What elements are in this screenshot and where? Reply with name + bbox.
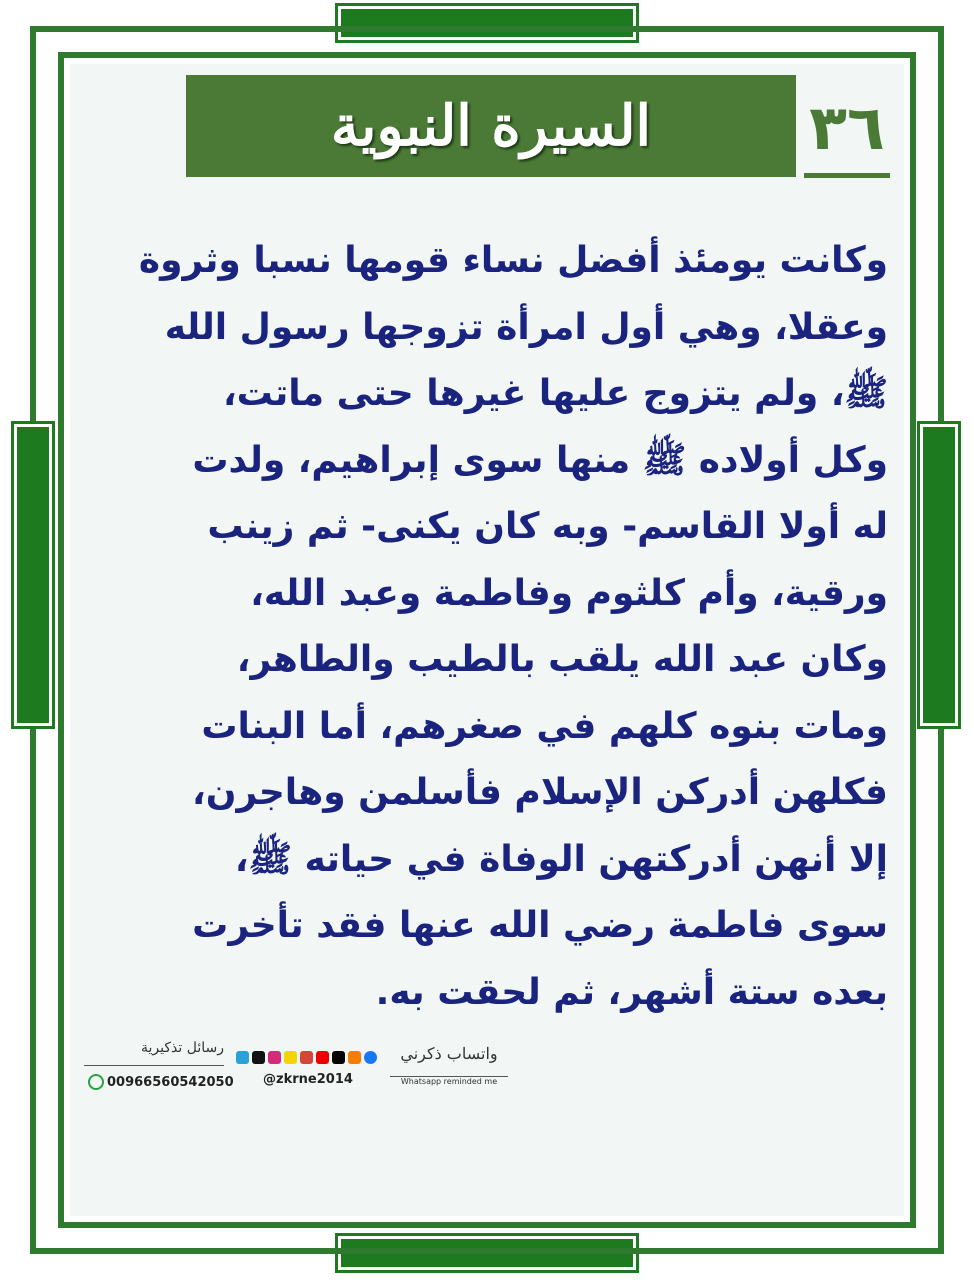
text-line: إلا أنهن أدركتهن الوفاة في حياته ﷺ، (234, 838, 888, 880)
body-text (92, 228, 888, 1026)
frame-tab-left (14, 424, 52, 726)
text-line: ومات بنوه كلهم في صغرهم، أما البنات (201, 705, 888, 747)
title-banner (186, 75, 796, 177)
instagram-icon[interactable] (268, 1051, 281, 1064)
text-line: له أولا القاسم- وبه كان يكنى- ثم زينب (207, 506, 888, 547)
episode-number (804, 82, 890, 178)
text-line: وكان عبد الله يلقب بالطيب والطاهر، (236, 639, 888, 680)
facebook-icon[interactable] (364, 1051, 377, 1064)
text-line: فكلهن أدركن الإسلام فأسلمن وهاجرن، (192, 772, 888, 813)
text-line: بعده ستة أشهر، ثم لحقت به. (375, 971, 888, 1013)
social-icons (226, 1050, 386, 1064)
text-line: وكل أولاده ﷺ منها سوى إبراهيم، ولدت (192, 439, 888, 481)
text-line: سوى فاطمة رضي الله عنها فقد تأخرت (192, 905, 888, 946)
snapchat-icon[interactable] (284, 1051, 297, 1064)
footer (84, 1040, 514, 1100)
email-icon[interactable] (300, 1051, 313, 1064)
telegram-icon[interactable] (236, 1051, 249, 1064)
brand-logo-left: رسائل تذكيرية (84, 1040, 224, 1066)
brand-tagline: Whatsapp reminded me (390, 1076, 508, 1090)
episode-number-text: ٣٦ (809, 91, 885, 164)
threads-icon[interactable] (252, 1051, 265, 1064)
blogger-icon[interactable] (348, 1051, 361, 1064)
social-handle[interactable]: @zkrne2014 (263, 1072, 353, 1087)
text-line: وكانت يومئذ أفضل نساء قومها نسبا وثروة (138, 240, 888, 281)
page-title: السيرة النبوية (330, 93, 652, 159)
contact-phone[interactable] (88, 1072, 234, 1092)
text-line: ﷺ، ولم يتزوج عليها غيرها حتى ماتت، (222, 373, 888, 414)
youtube-icon[interactable] (316, 1051, 329, 1064)
phone-number: 00966560542050 (107, 1074, 234, 1090)
x-icon[interactable] (332, 1051, 345, 1064)
brand-logo-right: واتساب ذكرني (400, 1044, 498, 1063)
whatsapp-icon (88, 1074, 104, 1090)
frame-tab-right (920, 424, 958, 726)
text-line: ورقية، وأم كلثوم وفاطمة وعبد الله، (250, 572, 888, 614)
text-line: وعقلا، وهي أول امرأة تزوجها رسول الله (164, 306, 888, 348)
